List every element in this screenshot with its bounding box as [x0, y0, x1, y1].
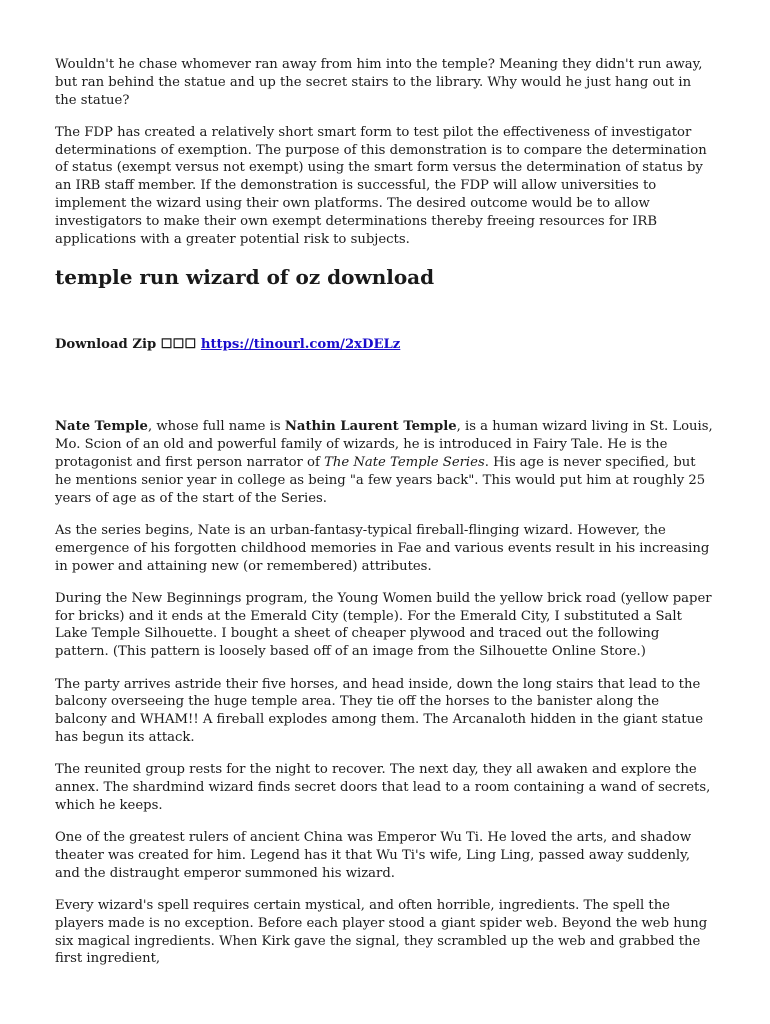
- download-label: Download Zip: [55, 337, 157, 353]
- text-run: . His age is never specified, but he mentions senior year in college as being "a few years back". This would put him at roughly 25 years of age as of the start of the Series.: [55, 455, 706, 506]
- text-run: , whose full name is: [147, 419, 285, 435]
- paragraph: During the New Beginnings program, the Young Women build the yellow brick road (yellow paper for bricks) and it ends at the Emerald City (temple). For the Emerald City, I substituted a Salt Lake Temple Silhouette. I bought a sheet of cheaper plywood and traced out the following pattern. (This pattern is loosely based off of an image from the Silhouette Online Store.): [55, 590, 712, 660]
- download-link[interactable]: https://tinourl.com/2xDELz: [200, 337, 401, 353]
- paragraph: The FDP has created a relatively short smart form to test pilot the effectiveness of investigator determinations of exemption. The purpose of this demonstration is to compare the determination of status (exempt versus not exempt) using the smart form versus the determination of status by an IRB staff member. If the demonstration is successful, the FDP will allow universities to implement the wizard using their own platforms. The desired outcome would be to allow investigators to make their own exempt determinations thereby freeing resources for IRB applications with a greater potential risk to subjects.: [55, 124, 707, 247]
- paragraph: The party arrives astride their five horses, and head inside, down the long stairs that lead to the balcony overseeing the huge temple area. They tie off the horses to the banister along the balcony and WHAM!! A fireball explodes among them. The Arcanaloth hidden in the giant statue has begun its attack.: [55, 676, 704, 745]
- paragraph: Wouldn't he chase whomever ran away from him into the temple? Meaning they didn't run away, but ran behind the statue and up the secret stairs to the library. Why would he just hang out in the statue?: [55, 57, 703, 108]
- paragraph: As the series begins, Nate is an urban-fantasy-typical fireball-flinging wizard. However, the emergence of his forgotten childhood memories in Fae and various events result in his increasing in power and attaining new (or remembered) attributes.: [55, 522, 710, 574]
- bold-full-name: Nathin Laurent Temple: [284, 419, 457, 435]
- bold-name: Nate Temple: [55, 419, 148, 435]
- paragraph-nate: [55, 418, 715, 507]
- arrow-glyphs: ☐☐☐: [160, 337, 197, 353]
- series-title: The Nate Temple Series: [324, 455, 485, 471]
- spacer: [55, 354, 715, 418]
- paragraph: Every wizard's spell requires certain mystical, and often horrible, ingredients. The spell the players made is no exception. Before each player stood a giant spider web. Beyond the web hung six magical ingredients. When Kirk gave the signal, they scrambled up the web and grabbed the first ingredient,: [55, 898, 708, 967]
- download-line: [55, 336, 715, 354]
- paragraph: The reunited group rests for the night to recover. The next day, they all awaken and explore the annex. The shardmind wizard finds secret doors that lead to a room containing a wand of secrets, which he keeps.: [55, 762, 711, 813]
- paragraph: One of the greatest rulers of ancient China was Emperor Wu Ti. He loved the arts, and shadow theater was created for him. Legend has it that Wu Ti's wife, Ling Ling, passed away suddenly, and the distraught emperor summoned his wizard.: [55, 830, 692, 881]
- text-run: , is a human wizard living in St. Louis, Mo. Scion of an old and powerful family of wizards, he is introduced in Fairy Tale. He is the protagonist and first person narrator of: [55, 419, 713, 471]
- page-heading: temple run wizard of oz download: [55, 265, 435, 290]
